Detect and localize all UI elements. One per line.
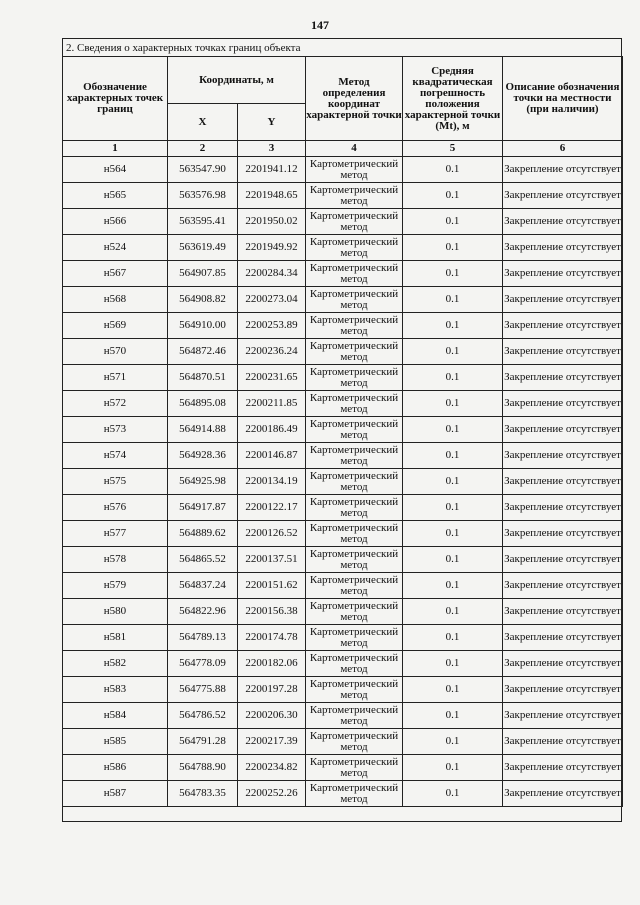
y-coord-cell: 2200252.26 (238, 781, 306, 807)
point-id-cell: н583 (63, 677, 168, 703)
method-cell: Картометрический метод (306, 365, 403, 391)
point-id-cell: н568 (63, 287, 168, 313)
accuracy-cell: 0.1 (403, 625, 503, 651)
accuracy-cell: 0.1 (403, 235, 503, 261)
method-cell: Картометрический метод (306, 417, 403, 443)
description-cell: Закрепление отсутствует (503, 599, 623, 625)
point-id-cell: н524 (63, 235, 168, 261)
method-cell: Картометрический метод (306, 443, 403, 469)
table-row (63, 521, 623, 547)
description-cell: Закрепление отсутствует (503, 729, 623, 755)
table-row (63, 495, 623, 521)
y-coord-cell: 2200174.78 (238, 625, 306, 651)
accuracy-cell: 0.1 (403, 599, 503, 625)
x-coord-cell: 564783.35 (168, 781, 238, 807)
x-coord-cell: 563576.98 (168, 183, 238, 209)
point-id-cell: н574 (63, 443, 168, 469)
method-cell: Картометрический метод (306, 495, 403, 521)
accuracy-cell: 0.1 (403, 755, 503, 781)
y-coord-cell: 2200231.65 (238, 365, 306, 391)
description-cell: Закрепление отсутствует (503, 157, 623, 183)
table-row (63, 443, 623, 469)
x-coord-cell: 564895.08 (168, 391, 238, 417)
method-cell: Картометрический метод (306, 183, 403, 209)
description-cell: Закрепление отсутствует (503, 521, 623, 547)
table-row (63, 469, 623, 495)
point-id-cell: н586 (63, 755, 168, 781)
table-row (63, 573, 623, 599)
point-id-cell: н577 (63, 521, 168, 547)
table-row (63, 703, 623, 729)
method-cell: Картометрический метод (306, 599, 403, 625)
method-cell: Картометрический метод (306, 235, 403, 261)
table-row (63, 157, 623, 183)
table-row (63, 209, 623, 235)
description-cell: Закрепление отсутствует (503, 495, 623, 521)
accuracy-cell: 0.1 (403, 469, 503, 495)
point-id-cell: н566 (63, 209, 168, 235)
description-cell: Закрепление отсутствует (503, 235, 623, 261)
x-coord-cell: 564917.87 (168, 495, 238, 521)
accuracy-cell: 0.1 (403, 209, 503, 235)
table-row (63, 625, 623, 651)
method-cell: Картометрический метод (306, 313, 403, 339)
accuracy-cell: 0.1 (403, 651, 503, 677)
y-coord-cell: 2200253.89 (238, 313, 306, 339)
x-coord-cell: 564872.46 (168, 339, 238, 365)
accuracy-cell: 0.1 (403, 703, 503, 729)
description-cell: Закрепление отсутствует (503, 443, 623, 469)
method-cell: Картометрический метод (306, 287, 403, 313)
point-id-cell: н580 (63, 599, 168, 625)
accuracy-cell: 0.1 (403, 157, 503, 183)
method-cell: Картометрический метод (306, 339, 403, 365)
y-coord-cell: 2200182.06 (238, 651, 306, 677)
x-coord-cell: 564865.52 (168, 547, 238, 573)
accuracy-cell: 0.1 (403, 391, 503, 417)
table-row (63, 313, 623, 339)
header-x: X (168, 104, 238, 141)
header-accuracy: Средняя квадратическая погрешность положения характерной точки (Mt), м (403, 57, 503, 141)
page-number: 147 (311, 18, 329, 32)
y-coord-cell: 2200122.17 (238, 495, 306, 521)
point-id-cell: н587 (63, 781, 168, 807)
method-cell: Картометрический метод (306, 703, 403, 729)
accuracy-cell: 0.1 (403, 365, 503, 391)
table-row (63, 261, 623, 287)
point-id-cell: н572 (63, 391, 168, 417)
x-coord-cell: 564910.00 (168, 313, 238, 339)
accuracy-cell: 0.1 (403, 547, 503, 573)
x-coord-cell: 564789.13 (168, 625, 238, 651)
description-cell: Закрепление отсутствует (503, 573, 623, 599)
col-number: 5 (403, 141, 503, 157)
y-coord-cell: 2200134.19 (238, 469, 306, 495)
point-id-cell: н564 (63, 157, 168, 183)
y-coord-cell: 2201949.92 (238, 235, 306, 261)
header-designation: Обозначение характерных точек границ (63, 57, 168, 141)
y-coord-cell: 2200211.85 (238, 391, 306, 417)
y-coord-cell: 2200217.39 (238, 729, 306, 755)
accuracy-cell: 0.1 (403, 287, 503, 313)
description-cell: Закрепление отсутствует (503, 625, 623, 651)
method-cell: Картометрический метод (306, 209, 403, 235)
table-row (63, 339, 623, 365)
table-row (63, 599, 623, 625)
y-coord-cell: 2200273.04 (238, 287, 306, 313)
accuracy-cell: 0.1 (403, 781, 503, 807)
description-cell: Закрепление отсутствует (503, 365, 623, 391)
x-coord-cell: 564907.85 (168, 261, 238, 287)
method-cell: Картометрический метод (306, 573, 403, 599)
description-cell: Закрепление отсутствует (503, 261, 623, 287)
y-coord-cell: 2200156.38 (238, 599, 306, 625)
method-cell: Картометрический метод (306, 261, 403, 287)
y-coord-cell: 2200186.49 (238, 417, 306, 443)
table-row (63, 235, 623, 261)
x-coord-cell: 564914.88 (168, 417, 238, 443)
method-cell: Картометрический метод (306, 547, 403, 573)
x-coord-cell: 564778.09 (168, 651, 238, 677)
point-id-cell: н576 (63, 495, 168, 521)
accuracy-cell: 0.1 (403, 573, 503, 599)
accuracy-cell: 0.1 (403, 339, 503, 365)
y-coord-cell: 2201948.65 (238, 183, 306, 209)
accuracy-cell: 0.1 (403, 521, 503, 547)
x-coord-cell: 564788.90 (168, 755, 238, 781)
y-coord-cell: 2200137.51 (238, 547, 306, 573)
header-method: Метод определения координат характерной точки (306, 57, 403, 141)
description-cell: Закрепление отсутствует (503, 313, 623, 339)
col-number: 1 (63, 141, 168, 157)
x-coord-cell: 564822.96 (168, 599, 238, 625)
description-cell: Закрепление отсутствует (503, 417, 623, 443)
x-coord-cell: 564791.28 (168, 729, 238, 755)
y-coord-cell: 2201941.12 (238, 157, 306, 183)
point-id-cell: н578 (63, 547, 168, 573)
y-coord-cell: 2200236.24 (238, 339, 306, 365)
point-id-cell: н579 (63, 573, 168, 599)
description-cell: Закрепление отсутствует (503, 703, 623, 729)
method-cell: Картометрический метод (306, 157, 403, 183)
y-coord-cell: 2200146.87 (238, 443, 306, 469)
point-id-cell: н575 (63, 469, 168, 495)
accuracy-cell: 0.1 (403, 261, 503, 287)
accuracy-cell: 0.1 (403, 183, 503, 209)
description-cell: Закрепление отсутствует (503, 339, 623, 365)
table-row (63, 677, 623, 703)
description-cell: Закрепление отсутствует (503, 209, 623, 235)
y-coord-cell: 2200126.52 (238, 521, 306, 547)
point-id-cell: н584 (63, 703, 168, 729)
y-coord-cell: 2200151.62 (238, 573, 306, 599)
x-coord-cell: 564775.88 (168, 677, 238, 703)
point-id-cell: н567 (63, 261, 168, 287)
method-cell: Картометрический метод (306, 521, 403, 547)
x-coord-cell: 563619.49 (168, 235, 238, 261)
x-coord-cell: 564908.82 (168, 287, 238, 313)
section-title: 2. Сведения о характерных точках границ объекта (66, 42, 301, 54)
col-number: 6 (503, 141, 623, 157)
description-cell: Закрепление отсутствует (503, 469, 623, 495)
table-row (63, 651, 623, 677)
x-coord-cell: 563595.41 (168, 209, 238, 235)
accuracy-cell: 0.1 (403, 443, 503, 469)
x-coord-cell: 564870.51 (168, 365, 238, 391)
x-coord-cell: 564837.24 (168, 573, 238, 599)
point-id-cell: н565 (63, 183, 168, 209)
table-row (63, 755, 623, 781)
description-cell: Закрепление отсутствует (503, 287, 623, 313)
accuracy-cell: 0.1 (403, 417, 503, 443)
point-id-cell: н571 (63, 365, 168, 391)
y-coord-cell: 2200197.28 (238, 677, 306, 703)
col-number: 2 (168, 141, 238, 157)
table-row (63, 729, 623, 755)
accuracy-cell: 0.1 (403, 729, 503, 755)
method-cell: Картометрический метод (306, 651, 403, 677)
table-row (63, 417, 623, 443)
table-row (63, 365, 623, 391)
x-coord-cell: 563547.90 (168, 157, 238, 183)
y-coord-cell: 2201950.02 (238, 209, 306, 235)
description-cell: Закрепление отсутствует (503, 651, 623, 677)
boundary-points-table (62, 56, 623, 807)
x-coord-cell: 564928.36 (168, 443, 238, 469)
description-cell: Закрепление отсутствует (503, 391, 623, 417)
table-row (63, 547, 623, 573)
x-coord-cell: 564786.52 (168, 703, 238, 729)
method-cell: Картометрический метод (306, 469, 403, 495)
point-id-cell: н581 (63, 625, 168, 651)
point-id-cell: н570 (63, 339, 168, 365)
method-cell: Картометрический метод (306, 755, 403, 781)
x-coord-cell: 564925.98 (168, 469, 238, 495)
table-row (63, 287, 623, 313)
y-coord-cell: 2200206.30 (238, 703, 306, 729)
accuracy-cell: 0.1 (403, 495, 503, 521)
col-number: 4 (306, 141, 403, 157)
method-cell: Картометрический метод (306, 729, 403, 755)
description-cell: Закрепление отсутствует (503, 781, 623, 807)
point-id-cell: н585 (63, 729, 168, 755)
method-cell: Картометрический метод (306, 677, 403, 703)
col-number: 3 (238, 141, 306, 157)
description-cell: Закрепление отсутствует (503, 183, 623, 209)
header-coords: Координаты, м (168, 57, 306, 104)
table-row (63, 781, 623, 807)
description-cell: Закрепление отсутствует (503, 755, 623, 781)
header-y: Y (238, 104, 306, 141)
point-id-cell: н582 (63, 651, 168, 677)
table-row (63, 391, 623, 417)
header-description: Описание обозначения точки на местности (при наличии) (503, 57, 623, 141)
table-row (63, 183, 623, 209)
point-id-cell: н569 (63, 313, 168, 339)
y-coord-cell: 2200234.82 (238, 755, 306, 781)
method-cell: Картометрический метод (306, 391, 403, 417)
accuracy-cell: 0.1 (403, 313, 503, 339)
x-coord-cell: 564889.62 (168, 521, 238, 547)
y-coord-cell: 2200284.34 (238, 261, 306, 287)
point-id-cell: н573 (63, 417, 168, 443)
method-cell: Картометрический метод (306, 625, 403, 651)
method-cell: Картометрический метод (306, 781, 403, 807)
description-cell: Закрепление отсутствует (503, 677, 623, 703)
description-cell: Закрепление отсутствует (503, 547, 623, 573)
accuracy-cell: 0.1 (403, 677, 503, 703)
